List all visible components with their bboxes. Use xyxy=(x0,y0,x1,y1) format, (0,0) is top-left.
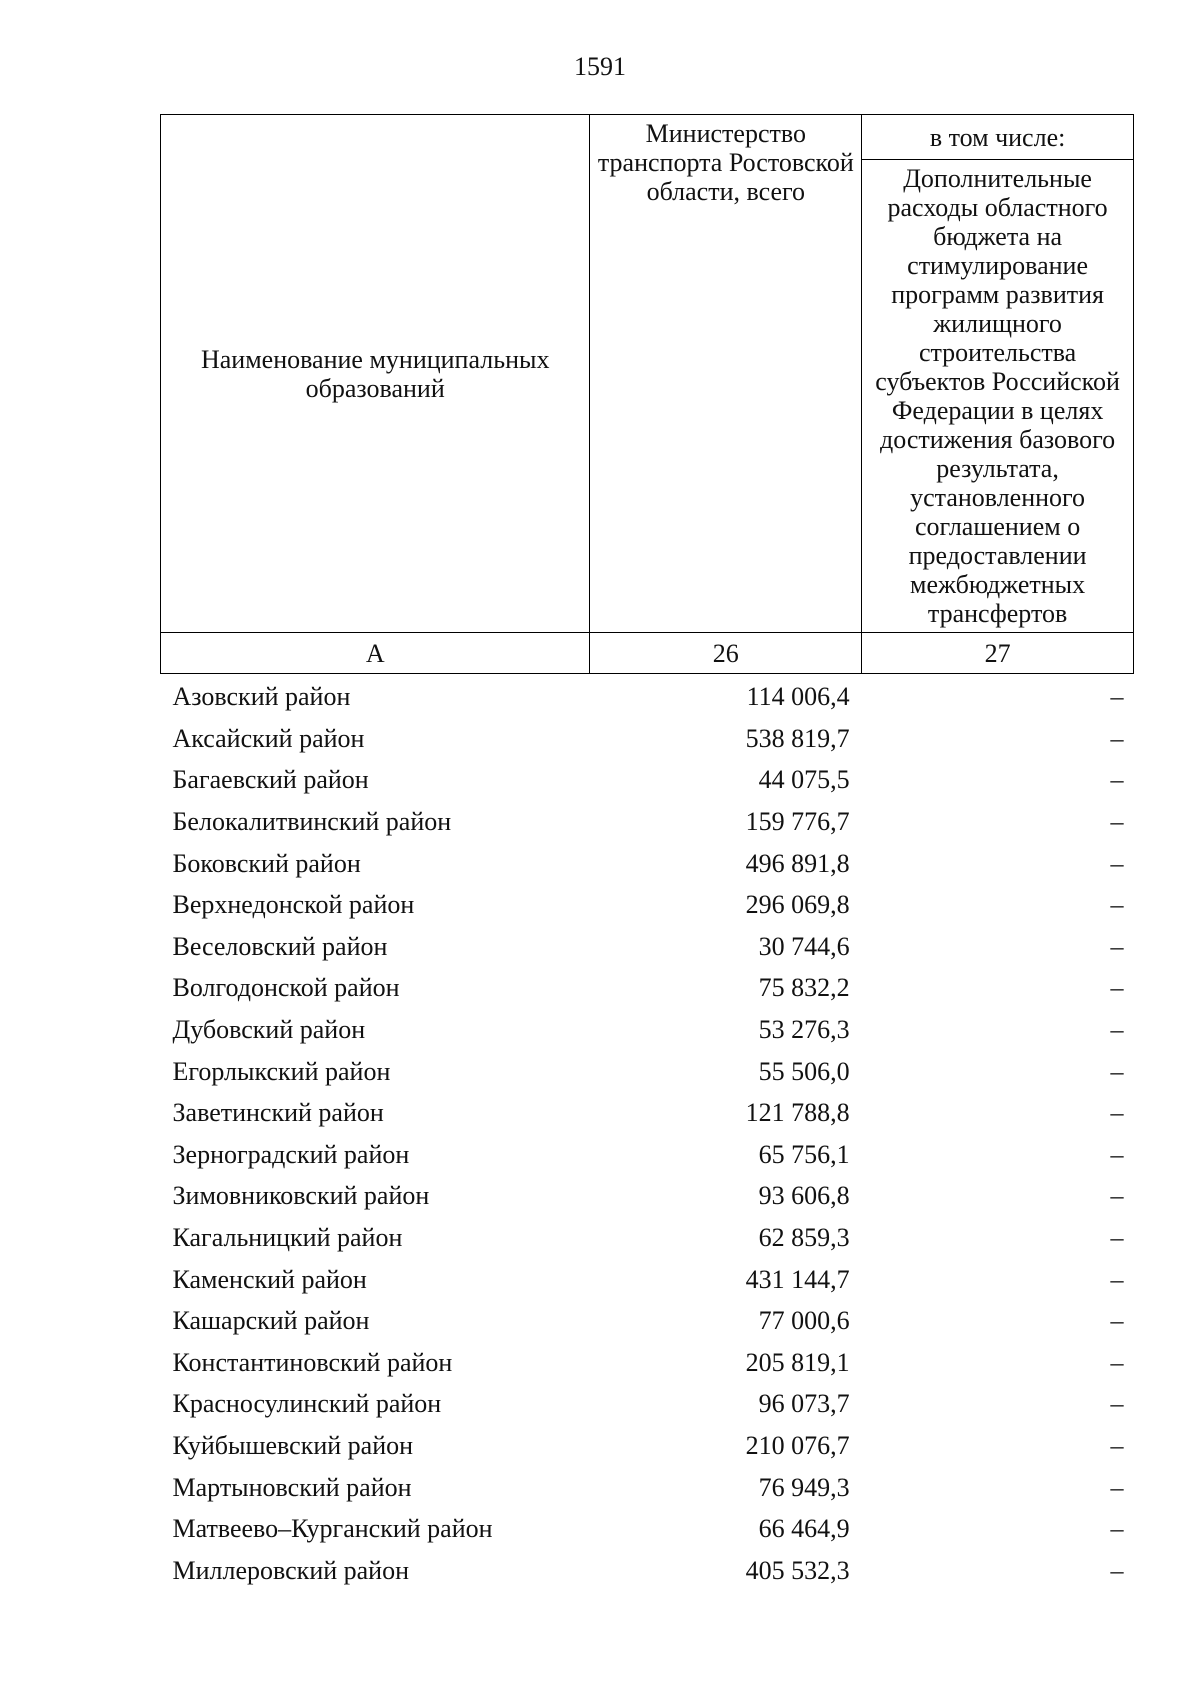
additional-expenses-value: – xyxy=(1110,765,1124,795)
table-row xyxy=(161,926,1134,968)
total-value: 96 073,7 xyxy=(758,1389,850,1419)
region-name: Волгодонской район xyxy=(172,973,400,1003)
total-value: 75 832,2 xyxy=(758,973,850,1003)
additional-expenses-value: – xyxy=(1110,723,1124,753)
additional-expenses-value: – xyxy=(1110,1056,1124,1086)
total-value: 205 819,1 xyxy=(745,1347,850,1377)
additional-expenses-value: – xyxy=(1110,1514,1124,1544)
region-name: Дубовский район xyxy=(172,1015,366,1045)
region-name: Каменский район xyxy=(172,1264,367,1294)
region-name: Багаевский район xyxy=(172,765,369,795)
region-name: Заветинский район xyxy=(172,1098,384,1128)
region-name: Белокалитвинский район xyxy=(172,807,452,837)
total-value: 66 464,9 xyxy=(758,1514,850,1544)
column-codes-row xyxy=(161,633,1134,674)
header-additional-expenses: Дополнительные расходы областного бюджета на стимулирование программ развития жилищного строительства субъектов Российской Федерации в целях достижения базового результата, установленного соглашением о предоставлении межбюджетных трансфертов xyxy=(862,160,1134,633)
table-row xyxy=(161,1175,1134,1217)
region-name: Миллеровский район xyxy=(172,1555,410,1585)
additional-expenses-value: – xyxy=(1110,807,1124,837)
total-value: 405 532,3 xyxy=(745,1555,850,1585)
total-value: 44 075,5 xyxy=(758,765,850,795)
additional-expenses-value: – xyxy=(1110,682,1124,712)
additional-expenses-value: – xyxy=(1110,1430,1124,1460)
region-name: Красносулинский район xyxy=(172,1389,442,1419)
table-row xyxy=(161,967,1134,1009)
additional-expenses-value: – xyxy=(1110,931,1124,961)
total-value: 121 788,8 xyxy=(745,1098,850,1128)
region-name: Кашарский район xyxy=(172,1306,370,1336)
total-value: 93 606,8 xyxy=(758,1181,850,1211)
header-municipality-name: Наименование муниципальных образований xyxy=(161,115,590,633)
region-name: Зимовниковский район xyxy=(172,1181,430,1211)
total-value: 496 891,8 xyxy=(745,848,850,878)
additional-expenses-value: – xyxy=(1110,1306,1124,1336)
region-name: Матвеево–Курганский район xyxy=(172,1514,493,1544)
region-name: Веселовский район xyxy=(172,931,388,961)
table-row xyxy=(161,1300,1134,1342)
table-row xyxy=(161,842,1134,884)
total-value: 210 076,7 xyxy=(745,1430,850,1460)
table-row xyxy=(161,759,1134,801)
additional-expenses-value: – xyxy=(1110,1181,1124,1211)
additional-expenses-value: – xyxy=(1110,973,1124,1003)
region-name: Мартыновский район xyxy=(172,1472,412,1502)
additional-expenses-value: – xyxy=(1110,1223,1124,1253)
table-row xyxy=(161,1134,1134,1176)
table-row xyxy=(161,1009,1134,1051)
additional-expenses-value: – xyxy=(1110,1264,1124,1294)
total-value: 431 144,7 xyxy=(745,1264,850,1294)
table-row xyxy=(161,1217,1134,1259)
table-header xyxy=(161,115,1134,674)
additional-expenses-value: – xyxy=(1110,890,1124,920)
total-value: 114 006,4 xyxy=(746,682,850,712)
table-row xyxy=(161,1092,1134,1134)
additional-expenses-value: – xyxy=(1110,1015,1124,1045)
table-row xyxy=(161,1549,1134,1591)
region-name: Куйбышевский район xyxy=(172,1430,414,1460)
additional-expenses-value: – xyxy=(1110,1347,1124,1377)
table-row xyxy=(161,884,1134,926)
region-name: Зерноградский район xyxy=(172,1139,410,1169)
column-code: А xyxy=(161,633,590,674)
header-including: в том числе: xyxy=(862,115,1134,160)
table-row xyxy=(161,801,1134,843)
total-value: 53 276,3 xyxy=(758,1015,850,1045)
region-name: Егорлыкский район xyxy=(172,1056,391,1086)
total-value: 62 859,3 xyxy=(758,1223,850,1253)
total-value: 76 949,3 xyxy=(758,1472,850,1502)
table-row xyxy=(161,1342,1134,1384)
table-row xyxy=(161,1258,1134,1300)
table-row xyxy=(161,1508,1134,1550)
additional-expenses-value: – xyxy=(1110,1555,1124,1585)
budget-table xyxy=(160,114,1134,1591)
additional-expenses-value: – xyxy=(1110,1098,1124,1128)
header-ministry-total: Министерство транспорта Ростовской области, всего xyxy=(590,115,862,633)
table-row xyxy=(161,674,1134,718)
table-row xyxy=(161,1383,1134,1425)
total-value: 30 744,6 xyxy=(758,931,850,961)
page-number: 1591 xyxy=(574,52,626,81)
total-value: 296 069,8 xyxy=(745,890,850,920)
region-name: Аксайский район xyxy=(172,723,365,753)
region-name: Азовский район xyxy=(172,682,351,712)
table-row xyxy=(161,1466,1134,1508)
additional-expenses-value: – xyxy=(1110,1139,1124,1169)
table-row xyxy=(161,1425,1134,1467)
total-value: 55 506,0 xyxy=(758,1056,850,1086)
additional-expenses-value: – xyxy=(1110,1389,1124,1419)
table-body xyxy=(161,674,1134,1592)
additional-expenses-value: – xyxy=(1110,1472,1124,1502)
total-value: 77 000,6 xyxy=(758,1306,850,1336)
region-name: Константиновский район xyxy=(172,1347,453,1377)
region-name: Боковский район xyxy=(172,848,361,878)
region-name: Кагальницкий район xyxy=(172,1223,403,1253)
table-row xyxy=(161,718,1134,760)
column-code: 26 xyxy=(590,633,862,674)
table-row xyxy=(161,1050,1134,1092)
region-name: Верхнедонской район xyxy=(172,890,415,920)
total-value: 159 776,7 xyxy=(745,807,850,837)
additional-expenses-value: – xyxy=(1110,848,1124,878)
total-value: 538 819,7 xyxy=(745,723,850,753)
total-value: 65 756,1 xyxy=(758,1139,850,1169)
column-code: 27 xyxy=(862,633,1134,674)
